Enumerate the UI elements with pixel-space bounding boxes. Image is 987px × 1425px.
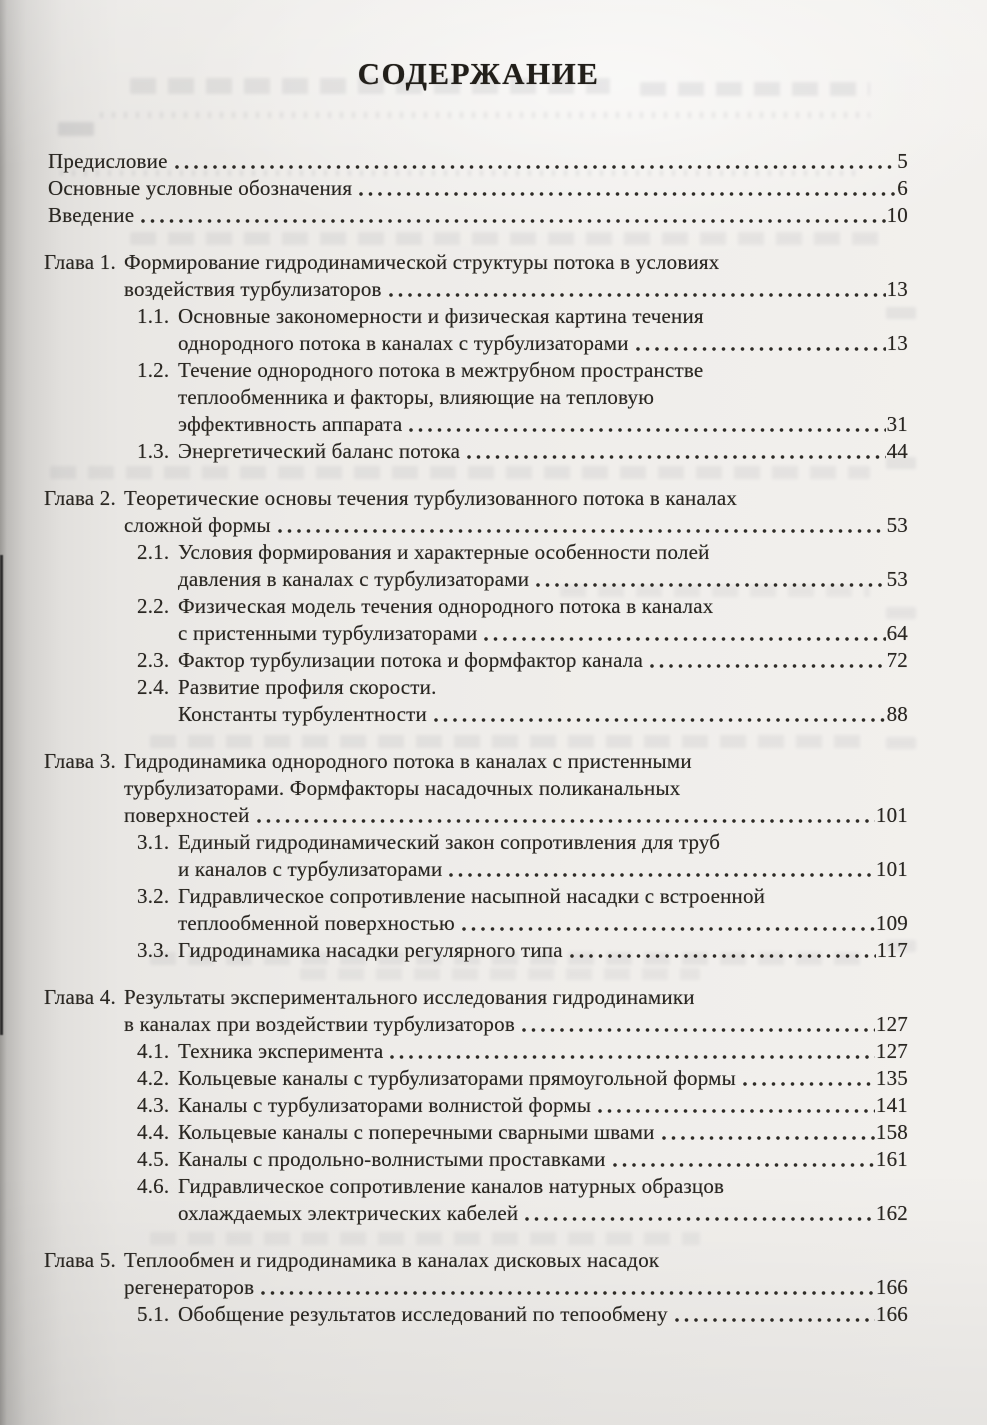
chapter-4	[44, 984, 908, 1227]
chapter-label: Глава 1.	[44, 250, 116, 274]
section-number: 3.3.	[137, 938, 170, 962]
entry-text: Формирование гидродинамической структуры потока в условиях	[124, 250, 720, 274]
page-number: 101	[875, 857, 908, 881]
page-number: 6	[897, 176, 908, 200]
dot-leader	[276, 512, 886, 539]
entry-text: сложной формы	[124, 513, 271, 537]
toc-line	[137, 303, 908, 330]
entry-text: Течение однородного потока в межтрубном пространстве	[178, 358, 704, 382]
toc-line	[137, 384, 908, 411]
entry-text: эффективность аппарата	[178, 412, 403, 436]
toc-line	[44, 249, 908, 276]
toc-line	[137, 438, 908, 465]
section-number: 1.1.	[137, 304, 170, 328]
section-number: 2.3.	[137, 648, 170, 672]
entry-text: теплообменной поверхностью	[178, 911, 455, 935]
entry-text: воздействия турбулизаторов	[124, 277, 382, 301]
toc-line	[44, 1247, 908, 1274]
toc-line	[124, 775, 908, 802]
entry-text: поверхностей	[124, 803, 250, 827]
section-3.1	[44, 829, 908, 883]
page-number: 141	[875, 1093, 908, 1117]
toc-line	[137, 1038, 908, 1065]
chapter-label: Глава 5.	[44, 1248, 116, 1272]
chapter-5	[44, 1247, 908, 1328]
toc-line	[137, 910, 908, 937]
toc-line	[137, 647, 908, 674]
entry-text: однородного потока в каналах с турбулизаторами	[178, 331, 629, 355]
entry-text: Обобщение результатов исследований по тепообмену	[178, 1302, 668, 1326]
page-number: 161	[875, 1147, 908, 1171]
page-number: 10	[886, 203, 908, 227]
entry-text: Гидравлическое сопротивление насыпной насадки с встроенной	[178, 884, 766, 908]
entry-text: Основные условные обозначения	[48, 176, 353, 200]
entry-text: Кольцевые каналы с поперечными сварными швами	[178, 1120, 655, 1144]
chapter-3	[44, 748, 908, 964]
section-number: 4.3.	[137, 1093, 170, 1117]
toc-line	[44, 485, 908, 512]
toc-line	[137, 566, 908, 593]
page-number: 101	[875, 803, 908, 827]
entry-text: Развитие профиля скорости.	[178, 675, 437, 699]
dot-leader	[520, 1011, 875, 1038]
section-4.5	[44, 1146, 908, 1173]
page-number: 158	[875, 1120, 908, 1144]
section-2.1	[44, 539, 908, 593]
toc-line	[137, 330, 908, 357]
entry-text: охлаждаемых электрических кабелей	[178, 1201, 519, 1225]
chapter-title	[44, 485, 908, 539]
entry-text: Фактор турбулизации потока и формфактор канала	[178, 648, 643, 672]
page-number: 13	[886, 331, 908, 355]
toc-line	[44, 984, 908, 1011]
toc-line	[137, 411, 908, 438]
dot-leader	[465, 438, 885, 465]
section-number: 1.2.	[137, 358, 170, 382]
chapter-2	[44, 485, 908, 728]
toc-line	[137, 883, 908, 910]
dot-leader	[387, 276, 886, 303]
page-number: 166	[875, 1275, 908, 1299]
section-5.1	[44, 1301, 908, 1328]
entry-text: Каналы с продольно-волнистыми проставками	[178, 1147, 606, 1171]
page-number: 109	[875, 911, 908, 935]
entry-text: Гидродинамика однородного потока в каналах с пристенными	[124, 749, 692, 773]
toc-line	[44, 202, 908, 229]
dot-leader	[534, 566, 885, 593]
section-number: 4.4.	[137, 1120, 170, 1144]
dot-leader	[482, 620, 885, 647]
section-4.4	[44, 1119, 908, 1146]
section-4.6	[44, 1173, 908, 1227]
chapter-title	[44, 249, 908, 303]
entry-text: регенераторов	[124, 1275, 255, 1299]
dot-leader	[741, 1065, 875, 1092]
toc-line	[137, 674, 908, 701]
page-number: 72	[886, 648, 908, 672]
toc-line	[44, 175, 908, 202]
page-title: СОДЕРЖАНИЕ	[357, 56, 600, 91]
dot-leader	[611, 1146, 875, 1173]
section-number: 5.1.	[137, 1302, 170, 1326]
bleed-through-ghost	[58, 122, 94, 136]
toc-line	[124, 1274, 908, 1301]
section-3.3	[44, 937, 908, 964]
toc-line	[137, 856, 908, 883]
section-2.2	[44, 593, 908, 647]
page-number: 64	[886, 621, 908, 645]
dot-leader	[388, 1038, 874, 1065]
dot-leader	[432, 701, 886, 728]
chapter-title	[44, 748, 908, 829]
entry-text: Введение	[48, 203, 135, 227]
dot-leader	[634, 330, 886, 357]
dot-leader	[460, 910, 875, 937]
section-number: 1.3.	[137, 439, 170, 463]
dot-leader	[596, 1092, 875, 1119]
section-number: 2.4.	[137, 675, 170, 699]
dot-leader	[648, 647, 886, 674]
section-1.2	[44, 357, 908, 438]
section-4.3	[44, 1092, 908, 1119]
dot-leader	[255, 802, 875, 829]
entry-text: с пристенными турбулизаторами	[178, 621, 478, 645]
section-number: 4.1.	[137, 1039, 170, 1063]
page-number: 88	[886, 702, 908, 726]
toc-line	[44, 748, 908, 775]
page-number: 166	[875, 1302, 908, 1326]
chapter-title	[44, 1247, 908, 1301]
section-number: 2.2.	[137, 594, 170, 618]
page-number: 13	[886, 277, 908, 301]
chapter-1	[44, 249, 908, 465]
dot-leader	[447, 856, 874, 883]
entry-text: Физическая модель течения однородного потока в каналах	[178, 594, 714, 618]
toc-line	[137, 1065, 908, 1092]
entry-text: Константы турбулентности	[178, 702, 427, 726]
entry-text: Энергетический баланс потока	[178, 439, 461, 463]
page-number: 127	[875, 1012, 908, 1036]
chapter-label: Глава 2.	[44, 486, 116, 510]
toc-line	[124, 512, 908, 539]
dot-leader	[357, 175, 896, 202]
section-2.3	[44, 647, 908, 674]
entry-text: Теоретические основы течения турбулизованного потока в каналах	[124, 486, 738, 510]
page-number: 53	[886, 513, 908, 537]
chapter-title	[44, 984, 908, 1038]
chapter-label: Глава 4.	[44, 985, 116, 1009]
section-number: 3.1.	[137, 830, 170, 854]
section-2.4	[44, 674, 908, 728]
entry-text: и каналов с турбулизаторами	[178, 857, 443, 881]
page-edge-shadow	[0, 555, 3, 1035]
section-4.1	[44, 1038, 908, 1065]
dot-leader	[660, 1119, 875, 1146]
page-number: 135	[875, 1066, 908, 1090]
entry-text: Техника эксперимента	[178, 1039, 384, 1063]
dot-leader	[173, 148, 897, 175]
dot-leader	[568, 937, 876, 964]
dot-leader	[523, 1200, 875, 1227]
entry-text: Основные закономерности и физическая картина течения	[178, 304, 704, 328]
toc-line	[137, 357, 908, 384]
entry-text: Гидравлическое сопротивление каналов натурных образцов	[178, 1174, 725, 1198]
page-number: 127	[875, 1039, 908, 1063]
section-1.3	[44, 438, 908, 465]
section-number: 4.6.	[137, 1174, 170, 1198]
toc-line	[137, 1200, 908, 1227]
toc-line	[137, 539, 908, 566]
entry-text: Кольцевые каналы с турбулизаторами прямоугольной формы	[178, 1066, 736, 1090]
chapter-label: Глава 3.	[44, 749, 116, 773]
entry-text: давления в каналах с турбулизаторами	[178, 567, 530, 591]
section-number: 3.2.	[137, 884, 170, 908]
entry-text: теплообменника и факторы, влияющие на тепловую	[178, 385, 655, 409]
section-number: 2.1.	[137, 540, 170, 564]
bleed-through-ghost	[100, 112, 870, 118]
page-number: 162	[875, 1201, 908, 1225]
dot-leader	[407, 411, 885, 438]
page-number: 31	[886, 412, 908, 436]
section-1.1	[44, 303, 908, 357]
front-matter	[44, 148, 908, 229]
toc	[44, 148, 908, 1328]
toc-line	[137, 937, 908, 964]
page-number: 44	[886, 439, 908, 463]
dot-leader	[673, 1301, 875, 1328]
entry-text: Теплообмен и гидродинамика в каналах дисковых насадок	[124, 1248, 660, 1272]
page-number: 5	[897, 149, 908, 173]
entry-text: Каналы с турбулизаторами волнистой формы	[178, 1093, 592, 1117]
section-number: 4.2.	[137, 1066, 170, 1090]
section-3.2	[44, 883, 908, 937]
section-number: 4.5.	[137, 1147, 170, 1171]
entry-text: Результаты экспериментального исследования гидродинамики	[124, 985, 695, 1009]
page-number: 53	[886, 567, 908, 591]
entry-text: Гидродинамика насадки регулярного типа	[178, 938, 563, 962]
toc-line	[137, 620, 908, 647]
toc-line	[137, 1092, 908, 1119]
toc-line	[137, 1301, 908, 1328]
entry-text: в каналах при воздействии турбулизаторов	[124, 1012, 515, 1036]
section-4.2	[44, 1065, 908, 1092]
entry-text: Условия формирования и характерные особенности полей	[178, 540, 710, 564]
dot-leader	[259, 1274, 875, 1301]
toc-line	[137, 1173, 908, 1200]
entry-text: турбулизаторами. Формфакторы насадочных поликанальных	[124, 776, 681, 800]
toc-line	[124, 276, 908, 303]
entry-text: Единый гидродинамический закон сопротивления для труб	[178, 830, 721, 854]
toc-line	[44, 148, 908, 175]
page-number: 117	[876, 938, 908, 962]
toc-line	[137, 701, 908, 728]
toc-line	[137, 1146, 908, 1173]
toc-line	[124, 802, 908, 829]
toc-line	[124, 1011, 908, 1038]
toc-line	[137, 593, 908, 620]
dot-leader	[139, 202, 885, 229]
toc-line	[137, 1119, 908, 1146]
toc-line	[137, 829, 908, 856]
entry-text: Предисловие	[48, 149, 168, 173]
